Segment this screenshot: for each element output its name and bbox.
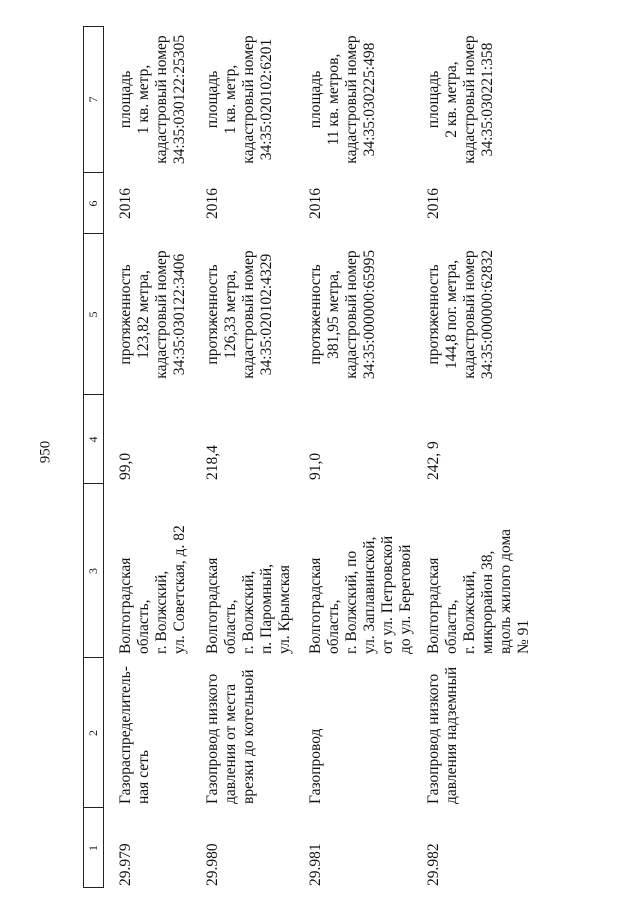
object-value: 242, 9 (425, 441, 442, 480)
row-number: 29.981 (307, 843, 324, 886)
column-header: 4 (86, 436, 100, 443)
object-length: протяженность 123,82 метра, кадастровый номер 34:35:030122:3406 (117, 250, 188, 379)
object-year: 2016 (307, 188, 324, 219)
object-length: протяженность 144,8 пог. метра, кадастровый номер 34:35:000000:62832 (425, 249, 496, 380)
object-name: Газопровод (307, 728, 324, 804)
object-value: 91,0 (307, 452, 324, 480)
registry-table (83, 26, 629, 888)
object-name: Газопровод низкого давления от места врезки до котельной (204, 669, 257, 804)
object-address: Волгоградская область, г. Волжский, п. Паромный, ул. Крымская (204, 557, 293, 654)
column-header: 6 (86, 200, 100, 207)
object-year: 2016 (117, 188, 134, 219)
column-header: 2 (86, 730, 100, 736)
object-land: площадь 1 кв. метр, кадастровый номер 34:35:020102:6201 (204, 35, 275, 164)
object-length: протяженность 381,95 метра, кадастровый номер 34:35:000000:65995 (307, 249, 378, 380)
object-year: 2016 (204, 188, 221, 219)
row-number: 29.982 (425, 843, 442, 886)
header-bottom-border (103, 26, 104, 888)
row-number: 29.979 (117, 843, 134, 886)
page-number: 950 (37, 440, 54, 464)
row-number: 29.980 (204, 843, 221, 886)
object-land: площадь 1 кв. метр, кадастровый номер 34:35:030122:25305 (117, 34, 188, 165)
object-year: 2016 (425, 188, 442, 219)
column-header: 5 (86, 311, 100, 318)
object-address: Волгоградская область, г. Волжский, по ул. Заплавинской, от ул. Петровской до ул. Береговой (307, 535, 414, 654)
object-value: 218,4 (204, 445, 221, 480)
rotated-table (83, 26, 629, 888)
column-header: 3 (86, 568, 100, 574)
column-header: 1 (86, 845, 100, 851)
object-address: Волгоградская область, г. Волжский, ул. Советская, д. 82 (117, 525, 188, 654)
object-land: площадь 2 кв. метра, кадастровый номер 34:35:030221:358 (425, 35, 496, 164)
object-length: протяженность 126,33 метра, кадастровый номер 34:35:020102:4329 (204, 250, 275, 379)
object-land: площадь 11 кв. метров, кадастровый номер 34:35:030225:498 (307, 35, 378, 164)
object-value: 99,0 (117, 452, 134, 480)
object-name: Газораспределитель- ная сеть (117, 666, 152, 804)
column-header: 7 (86, 96, 100, 103)
object-name: Газопровод низкого давления надземный (425, 666, 460, 804)
object-address: Волгоградская область, г. Волжский, микрорайон 38, вдоль жилого дома № 91 (425, 528, 532, 654)
